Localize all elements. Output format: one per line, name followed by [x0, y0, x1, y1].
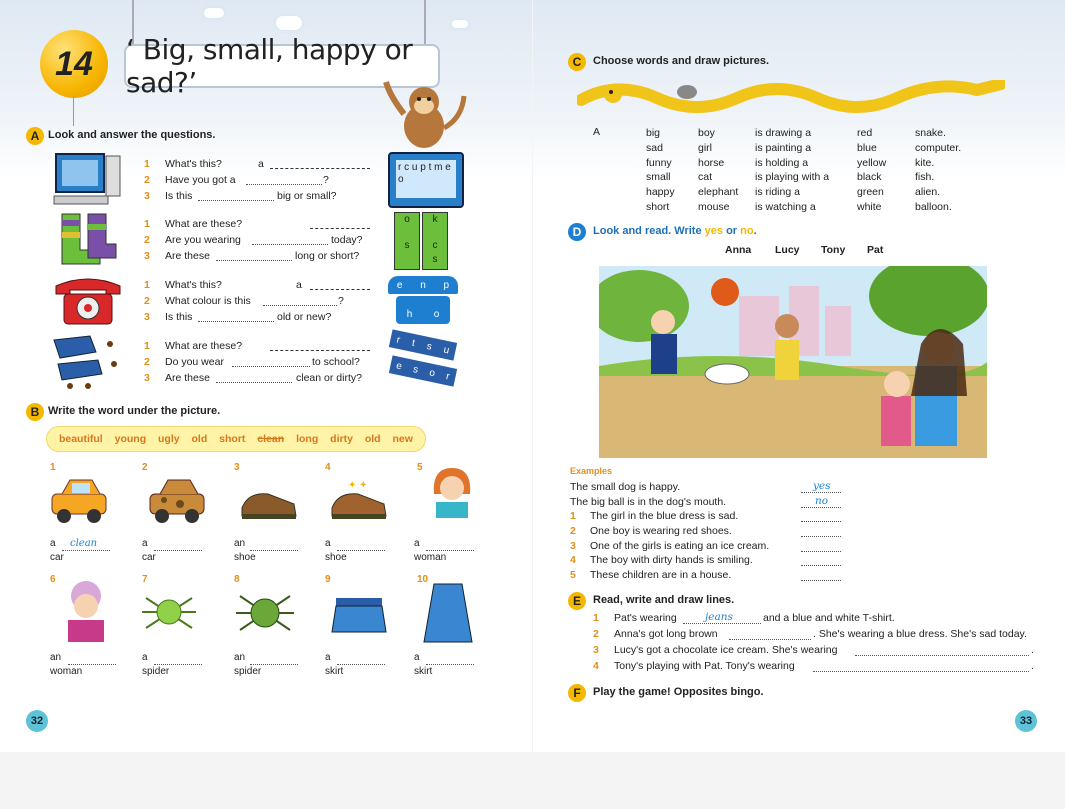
- word-choice: yellow: [857, 156, 887, 169]
- article-label: a: [325, 538, 331, 549]
- question-number: 3: [593, 644, 599, 656]
- section-c-badge: C: [568, 53, 586, 71]
- question-number: 1: [593, 612, 599, 624]
- socks-picture: [56, 212, 120, 272]
- article-label: an: [234, 538, 246, 549]
- question-tail: to school?: [312, 356, 360, 368]
- question-tail: long or short?: [295, 250, 360, 262]
- answer-word: jeans: [705, 611, 733, 623]
- word-choice: is holding a: [755, 156, 809, 169]
- question-number: 2: [593, 628, 599, 640]
- article-label: a: [142, 538, 148, 549]
- word-bank-item: old: [364, 433, 381, 445]
- sentence-lead: A: [593, 126, 601, 138]
- word-choice: white: [857, 200, 882, 213]
- question-tail: today?: [331, 234, 363, 246]
- word-bank: [46, 426, 426, 452]
- question-tail: and a blue and white T-shirt.: [763, 612, 895, 624]
- noun-label: car: [142, 552, 156, 563]
- noun-label: woman: [50, 666, 83, 677]
- puzzle-letter: s: [432, 254, 438, 265]
- question-number: 1: [144, 279, 150, 291]
- item-number: 9: [325, 574, 331, 585]
- question-text: The boy with dirty hands is smiling.: [590, 554, 753, 566]
- word-choice: cat: [698, 171, 713, 184]
- letter-sock: [394, 212, 420, 270]
- question-text: What are these?: [165, 340, 243, 352]
- puzzle-letter: e: [445, 162, 451, 173]
- word-bank-item: old: [191, 433, 208, 445]
- section-a-badge: A: [26, 127, 44, 145]
- answer-blank[interactable]: [62, 550, 110, 551]
- question-text: The girl in the blue dress is sad.: [590, 510, 739, 522]
- computer-picture: [52, 152, 124, 208]
- answer-blank[interactable]: [250, 550, 298, 551]
- question-tail: ?: [338, 295, 344, 307]
- question-text: These children are in a house.: [590, 569, 732, 581]
- puzzle-letter: c: [404, 162, 410, 173]
- item-number: 4: [325, 462, 331, 473]
- word-choice: is drawing a: [755, 127, 812, 139]
- short-skirt-picture: [328, 592, 390, 644]
- character-name: Tony: [821, 244, 846, 256]
- letter-grid: [396, 160, 456, 198]
- answer-blank[interactable]: [252, 244, 328, 245]
- question-number: 1: [144, 158, 150, 170]
- noun-label: shoe: [325, 552, 347, 563]
- section-b-badge: B: [26, 403, 44, 421]
- item-number: 5: [417, 462, 423, 473]
- puzzle-letter: s: [404, 240, 410, 251]
- question-tail: a: [258, 158, 264, 170]
- word-bank-item: clean: [257, 433, 285, 445]
- answer-blank[interactable]: [801, 580, 841, 581]
- question-tail: clean or dirty?: [296, 372, 362, 384]
- right-page: [533, 0, 1065, 752]
- question-text: Pat's wearing: [614, 612, 677, 624]
- question-number: 3: [144, 311, 150, 323]
- item-number: 2: [142, 462, 148, 473]
- puzzle-letter: s: [425, 340, 433, 353]
- word-choice: black: [857, 171, 882, 184]
- word-choice: sad: [646, 141, 663, 154]
- question-text: Are you wearing: [165, 234, 241, 246]
- word-bank-item: short: [219, 433, 246, 445]
- character-name: Pat: [867, 244, 884, 256]
- answer-blank[interactable]: [250, 664, 298, 665]
- noun-label: car: [50, 552, 64, 563]
- trousers-picture: [50, 334, 122, 392]
- word-choice: short: [646, 200, 670, 213]
- word-choice: is playing with a: [755, 171, 830, 184]
- question-text: Tony's playing with Pat. Tony's wearing: [614, 660, 795, 672]
- answer-blank[interactable]: [729, 639, 811, 640]
- ugly-spider-picture: [234, 586, 296, 638]
- question-text: Are these: [165, 372, 210, 384]
- letter-puzzle-socks: [394, 212, 452, 270]
- question-text: What colour is this: [165, 295, 251, 307]
- word-choice: is riding a: [755, 186, 800, 199]
- cloud-decoration: [204, 8, 224, 18]
- puzzle-letter: h: [406, 309, 413, 320]
- question-number: 2: [144, 295, 150, 307]
- item-number: 7: [142, 574, 148, 585]
- item-number: 8: [234, 574, 240, 585]
- answer-blank[interactable]: [198, 200, 274, 201]
- word-choice: small: [646, 171, 671, 184]
- word-bank-item: young: [114, 433, 147, 445]
- word-choice: computer.: [915, 141, 962, 154]
- word-choice: fish.: [915, 171, 935, 184]
- word-choice: green: [857, 186, 884, 199]
- question-text: Is this: [165, 190, 193, 202]
- letter-leg: [389, 355, 457, 386]
- example-sentence: The small dog is happy.: [570, 481, 681, 493]
- word-bank-item: beautiful: [58, 433, 103, 445]
- item-number: 6: [50, 574, 56, 585]
- answer-blank[interactable]: [801, 521, 841, 522]
- puzzle-letter: n: [420, 279, 426, 291]
- article-label: a: [414, 652, 420, 663]
- question-number: 4: [593, 660, 599, 672]
- monkey-illustration: [378, 78, 470, 158]
- question-number: 3: [144, 190, 150, 202]
- puzzle-letter: c: [432, 240, 438, 251]
- word-bank-item: ugly: [158, 433, 180, 445]
- old-woman-picture: [56, 580, 118, 644]
- word-choice: balloon.: [915, 200, 952, 213]
- answer-blank[interactable]: [68, 664, 116, 665]
- word-choice: is watching a: [755, 200, 816, 213]
- puzzle-letter: o: [433, 309, 440, 320]
- letter-puzzle-computer: [388, 152, 464, 208]
- word-choice: kite.: [915, 156, 935, 169]
- cloud-decoration: [276, 16, 302, 30]
- word-choice: girl: [698, 141, 713, 154]
- question-tail: .: [1031, 644, 1034, 656]
- puzzle-letter: m: [434, 162, 443, 173]
- item-number: 3: [234, 462, 240, 473]
- puzzle-letter: p: [443, 279, 450, 291]
- answer-blank[interactable]: [216, 260, 292, 261]
- answer-blank[interactable]: [801, 565, 841, 566]
- park-scene-picture: [599, 266, 987, 458]
- object-column: [915, 126, 961, 215]
- answer-blank: [801, 507, 841, 508]
- question-text: Is this: [165, 311, 193, 323]
- young-spider-picture: [138, 586, 200, 638]
- section-f-title: Play the game! Opposites bingo.: [593, 686, 764, 698]
- question-number: 2: [144, 234, 150, 246]
- item-number: 1: [50, 462, 56, 473]
- puzzle-letter: t: [428, 162, 432, 173]
- answer-blank[interactable]: [270, 168, 370, 169]
- example-answer: yes: [813, 480, 831, 492]
- word-bank-item: long: [296, 433, 319, 445]
- section-a-title: Look and answer the questions.: [48, 129, 216, 141]
- word-choice: is painting a: [755, 141, 812, 154]
- answer-blank[interactable]: [270, 350, 370, 351]
- example-sentence: The big ball is in the dog's mouth.: [570, 496, 727, 508]
- answer-blank[interactable]: [154, 550, 202, 551]
- answer-blank[interactable]: [855, 655, 1029, 656]
- answer-blank[interactable]: [310, 228, 370, 229]
- answer-word: clean: [70, 538, 98, 549]
- long-skirt-picture: [418, 580, 480, 648]
- answer-blank[interactable]: [246, 184, 322, 185]
- noun-label: shoe: [234, 552, 256, 563]
- answer-blank[interactable]: [801, 536, 841, 537]
- section-d-title: Look and read. Write yes or no.: [593, 225, 757, 237]
- question-number: 2: [144, 174, 150, 186]
- answer-blank[interactable]: [263, 305, 337, 306]
- noun-column: [698, 126, 738, 215]
- unit-number-balloon: 14: [40, 30, 108, 98]
- examples-label: Examples: [570, 466, 613, 476]
- word-choice: red: [857, 127, 873, 139]
- word-choice: horse: [698, 156, 725, 169]
- puzzle-letter: u: [411, 162, 418, 173]
- answer-blank[interactable]: [154, 664, 202, 665]
- word-choice: big: [646, 127, 661, 139]
- question-text: Are these: [165, 250, 210, 262]
- word-choice: elephant: [698, 186, 739, 199]
- puzzle-letter: o: [404, 214, 410, 225]
- question-number: 3: [144, 250, 150, 262]
- balloon-string: [73, 96, 74, 126]
- question-number: 3: [570, 540, 576, 552]
- page-number: 33: [1015, 710, 1037, 732]
- adjective-column: [646, 126, 675, 215]
- puzzle-letter: r: [398, 162, 402, 173]
- question-number: 2: [144, 356, 150, 368]
- word-bank-item: dirty: [330, 433, 353, 445]
- letter-handset: [388, 276, 458, 294]
- young-woman-picture: [422, 466, 484, 518]
- phone-picture: [50, 272, 126, 328]
- answer-blank[interactable]: [337, 664, 385, 665]
- colour-column: [857, 126, 886, 215]
- puzzle-letter: r: [395, 334, 402, 346]
- puzzle-letter: e: [396, 279, 403, 291]
- letter-phone-body: [396, 296, 450, 324]
- puzzle-letter: p: [420, 162, 426, 173]
- word-choice: snake.: [915, 127, 946, 139]
- answer-blank[interactable]: [337, 550, 385, 551]
- word-choice: boy: [698, 127, 715, 139]
- answer-blank[interactable]: [813, 671, 1029, 672]
- puzzle-letter: k: [432, 214, 438, 225]
- question-text: One boy is wearing red shoes.: [590, 525, 732, 537]
- svg-text:✦ ✦: ✦ ✦: [348, 480, 368, 491]
- question-number: 1: [144, 340, 150, 352]
- article-label: a: [414, 538, 420, 549]
- article-label: a: [50, 538, 56, 549]
- question-tail: .: [1031, 660, 1034, 672]
- section-e-title: Read, write and draw lines.: [593, 594, 735, 606]
- noun-label: spider: [142, 666, 170, 677]
- answer-blank[interactable]: [216, 382, 292, 383]
- word-choice: blue: [857, 141, 877, 154]
- puzzle-letter: u: [442, 344, 451, 356]
- answer-blank[interactable]: [426, 550, 474, 551]
- word-choice: alien.: [915, 186, 941, 199]
- question-number: 1: [144, 218, 150, 230]
- question-text: What's this?: [165, 158, 222, 170]
- question-text: One of the girls is eating an ice cream.: [590, 540, 770, 552]
- article-label: an: [50, 652, 62, 663]
- word-choice: mouse: [698, 200, 730, 213]
- clean-car-picture: [48, 474, 110, 526]
- question-tail: a: [296, 279, 302, 291]
- dirty-car-picture: [146, 474, 208, 526]
- question-number: 3: [144, 372, 150, 384]
- page-number: 32: [26, 710, 48, 732]
- question-number: 2: [570, 525, 576, 537]
- answer-blank[interactable]: [426, 664, 474, 665]
- letter-sock: [422, 212, 448, 270]
- question-text: What are these?: [165, 218, 243, 230]
- article-label: an: [234, 652, 246, 663]
- noun-label: woman: [414, 552, 447, 563]
- section-e-badge: E: [568, 592, 586, 610]
- answer-blank[interactable]: [232, 366, 310, 367]
- word-choice: happy: [646, 186, 675, 199]
- word-bank-item: new: [392, 433, 413, 445]
- article-label: a: [142, 652, 148, 663]
- puzzle-letter: o: [398, 174, 404, 185]
- question-text: What's this?: [165, 279, 222, 291]
- question-tail: ?: [323, 174, 329, 186]
- section-b-title: Write the word under the picture.: [48, 405, 221, 417]
- noun-label: spider: [234, 666, 262, 677]
- noun-label: skirt: [325, 666, 344, 677]
- old-shoe-picture: [238, 474, 300, 526]
- puzzle-letter: t: [410, 337, 416, 349]
- left-page: [0, 0, 532, 752]
- letter-puzzle-trousers: [386, 334, 462, 390]
- question-text: Lucy's got a chocolate ice cream. She's wearing: [614, 644, 838, 656]
- question-tail: . She's wearing a blue dress. She's sad today.: [813, 628, 1027, 640]
- example-answer: no: [815, 495, 829, 507]
- question-number: 1: [570, 510, 576, 522]
- character-name: Anna: [725, 244, 752, 256]
- question-text: Have you got a: [165, 174, 236, 186]
- section-f-badge: F: [568, 684, 586, 702]
- question-number: 4: [570, 554, 576, 566]
- character-name: Lucy: [775, 244, 800, 256]
- article-label: a: [325, 652, 331, 663]
- word-choice: funny: [646, 156, 672, 169]
- section-d-badge: D: [568, 223, 586, 241]
- puzzle-letter: o: [428, 366, 437, 379]
- puzzle-letter: r: [445, 370, 451, 383]
- cloud-decoration: [452, 20, 468, 28]
- question-number: 5: [570, 569, 576, 581]
- answer-blank[interactable]: [683, 623, 761, 624]
- page-title: ‘ Big, small, happy or sad?’: [124, 44, 440, 88]
- answer-blank[interactable]: [310, 289, 370, 290]
- letter-puzzle-phone: [386, 272, 462, 328]
- question-tail: old or new?: [277, 311, 332, 323]
- noun-label: skirt: [414, 666, 433, 677]
- question-text: Anna's got long brown: [614, 628, 718, 640]
- answer-blank[interactable]: [198, 321, 274, 322]
- snake-illustration: [577, 80, 1005, 120]
- item-number: 10: [417, 574, 429, 585]
- answer-blank[interactable]: [801, 551, 841, 552]
- puzzle-letter: s: [412, 363, 420, 376]
- puzzle-letter: e: [395, 359, 403, 372]
- verb-column: [755, 126, 829, 215]
- question-tail: big or small?: [277, 190, 337, 202]
- new-shoe-picture: [328, 474, 390, 526]
- section-c-title: Choose words and draw pictures.: [593, 55, 770, 67]
- question-text: Do you wear: [165, 356, 224, 368]
- answer-blank: [801, 492, 841, 493]
